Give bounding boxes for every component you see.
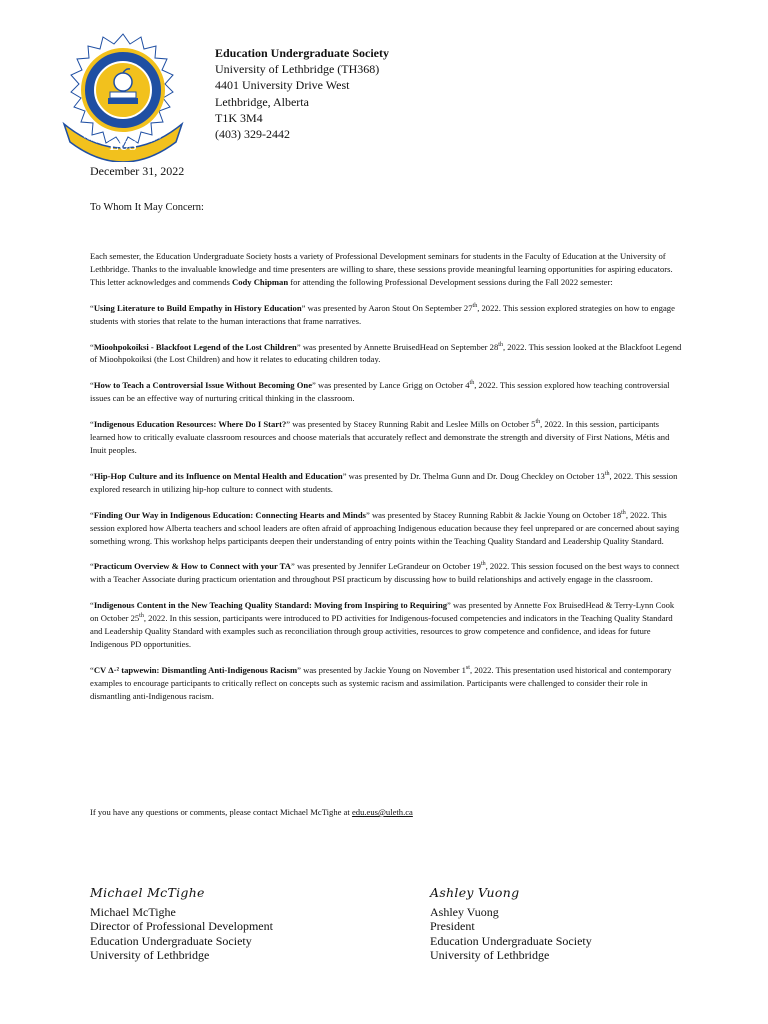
signer-title: Director of Professional Development [90, 919, 273, 934]
signer-university: University of Lethbridge [90, 948, 210, 963]
session-paragraph: “CV Δ·² tapwewin: Dismantling Anti-Indigenous Racism” was presented by Jackie Young on November 1st, 2022. This presentation used historical and contemporary examples to encourage participants to critically reflect on concepts such as systemic racism and assimilation. Participants were challenged to consider their role in dismantling anti-Indigenous racism. [90, 664, 672, 701]
signer-university: University of Lethbridge [430, 948, 550, 963]
session-paragraph: “Indigenous Education Resources: Where Do I Start?” was presented by Stacey Running Rabit and Leslee Mills on October 5th, 2022. In this session, participants learned how to critically evaluate classroom resources and choose materials that accurately reflect and demonstrate the strength and diversity of First Nations, Métis and Inuit peoples. [90, 419, 670, 455]
session-presenter: was presented by Jackie Young on November 1 [301, 664, 466, 675]
session-paragraph: “Using Literature to Build Empathy in History Education” was presented by Aaron Stout On September 27th, 2022. This session explored strategies on how to engage students with stories that relate to the human interactions that frame narratives. [90, 302, 675, 326]
session-paragraph: “Indigenous Content in the New Teaching Quality Standard: Moving from Inspiring to Requiring” was presented by Annette Fox BruisedHead & Terry-Lynn Cook on October 25th, 2022. In this session, participants were introduced to PD activities for Indigenous-focused competencies and indicators in the Teaching Quality Standard and Leadership Quality Standard with examples such as reconciliation through group activities, resources to grow competence and confidence, and ideas for future Indigenous PD opportunities. [90, 600, 675, 649]
signer-name: Ashley Vuong [430, 904, 499, 919]
session-title: Finding Our Way in Indigenous Education: Connecting Hearts and Minds [93, 509, 366, 520]
signer-org: Education Undergraduate Society [430, 933, 592, 948]
address-line: 4401 University Drive West [215, 78, 350, 93]
session-description: , 2022. This session explored research in utilizing hip-hop culture to connect with students. [90, 470, 678, 494]
phone-number: (403) 329-2442 [215, 127, 290, 142]
org-name: Education Undergraduate Society [215, 46, 389, 60]
session-title: Using Literature to Build Empathy in History Education [93, 302, 302, 313]
session-title: How to Teach a Controversial Issue Without Becoming One [93, 380, 313, 391]
letter-date: December 31, 2022 [90, 164, 185, 178]
session-title: Indigenous Content in the New Teaching Quality Standard: Moving from Inspiring to Requiring [93, 600, 448, 611]
session-description: , 2022. This session explored how teaching controversial issues can be an effective way of nurturing critical thinking in the classroom. [90, 380, 670, 404]
ordinal-suffix: th [621, 509, 626, 516]
session-presenter: was presented by Annette Fox BruisedHead & Terry-Lynn Cook on October 25 [90, 600, 675, 624]
signature-block-left [90, 886, 273, 963]
ordinal-suffix: th [469, 380, 475, 387]
letterhead [215, 45, 389, 142]
handwritten-signature: Ashley Vuong [430, 885, 520, 900]
ordinal-suffix: th [480, 561, 486, 568]
logo-text: EUS [109, 139, 137, 154]
session-description: , 2022. This session looked at the Blackfoot Legend of Mioohpokoiksi (the Lost Children) and how it relates to educating children today. [90, 341, 682, 365]
session-title: Mioohpokoiksi - Blackfoot Legend of the Lost Children [93, 341, 297, 352]
address-line: Lethbridge, Alberta [215, 94, 309, 109]
session-description: , 2022. This session explored how Alberta teachers and school leaders are often afraid of approaching Indigenous education because they feel unprepared or are concerned about saying something wrong. This workshop helps participants deepen their understanding of entry points within the Teaching Quality Standard and Leadership Quality Standard. [90, 509, 680, 546]
signer-title: President [430, 919, 475, 934]
greeting: To Whom It May Concern: [90, 202, 204, 213]
ordinal-suffix: th [535, 419, 541, 426]
session-paragraph: “Mioohpokoiksi - Blackfoot Legend of the Lost Children” was presented by Annette BruisedHead on September 28th, 2022. This session looked at the Blackfoot Legend of Mioohpokoiksi (the Lost Children) and how it relates to educating children today. [90, 341, 682, 365]
ordinal-suffix: th [472, 302, 478, 309]
session-title: Hip-Hop Culture and its Influence on Mental Health and Education [93, 470, 343, 481]
session-presenter: was presented by Dr. Thelma Gunn and Dr. Doug Checkley on October 13 [346, 470, 605, 481]
handwritten-signature: Michael McTighe [90, 885, 205, 900]
session-description: , 2022. In this session, participants learned how to critically evaluate classroom resources and choose materials that accurately reflect and demonstrate the strength and diversity of First Nations, Métis and Inuit peoples. [90, 419, 670, 455]
session-paragraph: “Practicum Overview & How to Connect with your TA” was presented by Jennifer LeGrandeur on October 19th, 2022. This session focused on the best ways to connect with a Teacher Associate during practicum orientation and throughout PSI practicum by discussing how to build relationships and actively engage in the classroom. [90, 561, 680, 585]
session-presenter: was presented by Aaron Stout On September 27 [305, 302, 473, 313]
session-presenter: was presented by Annette BruisedHead on September 28 [300, 341, 499, 352]
logo-left-text: ULeth [82, 133, 99, 145]
intro-paragraph: Each semester, the Education Undergraduate Society hosts a variety of Professional Development seminars for students in the Faculty of Education at the University of Lethbridge. Thanks to the invaluable knowledge and time presenters are willing to share, these sessions provide meaningful learning opportunities for aspiring educators. This letter acknowledges and commends Cody Chipman for attending the following Professional Development sessions during the Fall 2022 semester: [90, 251, 673, 287]
contact-line: If you have any questions or comments, please contact Michael McTighe at edu.eus@uleth.ca [90, 807, 413, 817]
logo-right-text: 1979 [148, 134, 163, 145]
contact-email-link[interactable]: edu.eus@uleth.ca [351, 807, 413, 817]
session-paragraph: “Finding Our Way in Indigenous Education: Connecting Hearts and Minds” was presented by Stacey Running Rabbit & Jackie Young on October 18th, 2022. This session explored how Alberta teachers and school leaders are often afraid of approaching Indigenous education because they feel unprepared or are concerned about saying something wrong. This workshop helps participants deepen their understanding of entry points within the Teaching Quality Standard and Leadership Quality Standard. [90, 509, 680, 546]
ordinal-suffix: th [604, 471, 610, 478]
signer-name: Michael McTighe [90, 904, 176, 919]
session-list [90, 302, 682, 703]
session-presenter: was presented by Stacey Running Rabbit & Jackie Young on October 18 [369, 509, 622, 520]
session-description: , 2022. In this session, participants were introduced to PD activities for Indigenous-focused competencies and indicators in the Teaching Quality Standard and Leadership Quality Standard with examples such as reconciliation through group activities, resources to grow competence and confidence, and ideas for future Indigenous PD opportunities. [90, 613, 673, 649]
ordinal-suffix: th [498, 341, 503, 348]
address-line: T1K 3M4 [215, 110, 263, 125]
letter-body [90, 250, 682, 716]
eus-logo [58, 32, 188, 162]
session-title: Indigenous Education Resources: Where Do I Start? [93, 419, 287, 430]
session-description: , 2022. This session focused on the best ways to connect with a Teacher Associate during practicum orientation and throughout PSI practicum by discussing how to build relationships and actively engage in the classroom. [90, 561, 680, 585]
session-presenter: was presented by Stacey Running Rabit and Leslee Mills on October 5 [290, 419, 536, 430]
session-presenter: was presented by Lance Grigg on October 4 [315, 380, 470, 391]
session-paragraph: “Hip-Hop Culture and its Influence on Mental Health and Education” was presented by Dr. Thelma Gunn and Dr. Doug Checkley on October 13th, 2022. This session explored research in utilizing hip-hop culture to connect with students. [90, 470, 678, 494]
session-title: CV Δ·² tapwewin: Dismantling Anti-Indigenous Racism [93, 664, 298, 675]
session-description: , 2022. This session explored strategies on how to engage students with stories that relate to the human interactions that frame narratives. [90, 302, 675, 326]
session-presenter: was presented by Jennifer LeGrandeur on October 19 [294, 561, 481, 572]
session-paragraph: “How to Teach a Controversial Issue Without Becoming One” was presented by Lance Grigg on October 4th, 2022. This session explored how teaching controversial issues can be an effective way of nurturing critical thinking in the classroom. [90, 380, 670, 404]
signer-org: Education Undergraduate Society [90, 933, 252, 948]
ordinal-suffix: st [465, 664, 470, 671]
ordinal-suffix: th [139, 613, 144, 620]
session-description: , 2022. This presentation used historical and contemporary examples to encourage participants to critically reflect on concepts such as systemic racism and assimilation. Participants were challenged to consider their role in dismantling anti-Indigenous racism. [90, 664, 672, 701]
session-title: Practicum Overview & How to Connect with your TA [93, 561, 291, 572]
recipient-name: Cody Chipman [232, 276, 289, 287]
signature-block-right [430, 886, 592, 963]
address-line: University of Lethbridge (TH368) [215, 62, 380, 77]
